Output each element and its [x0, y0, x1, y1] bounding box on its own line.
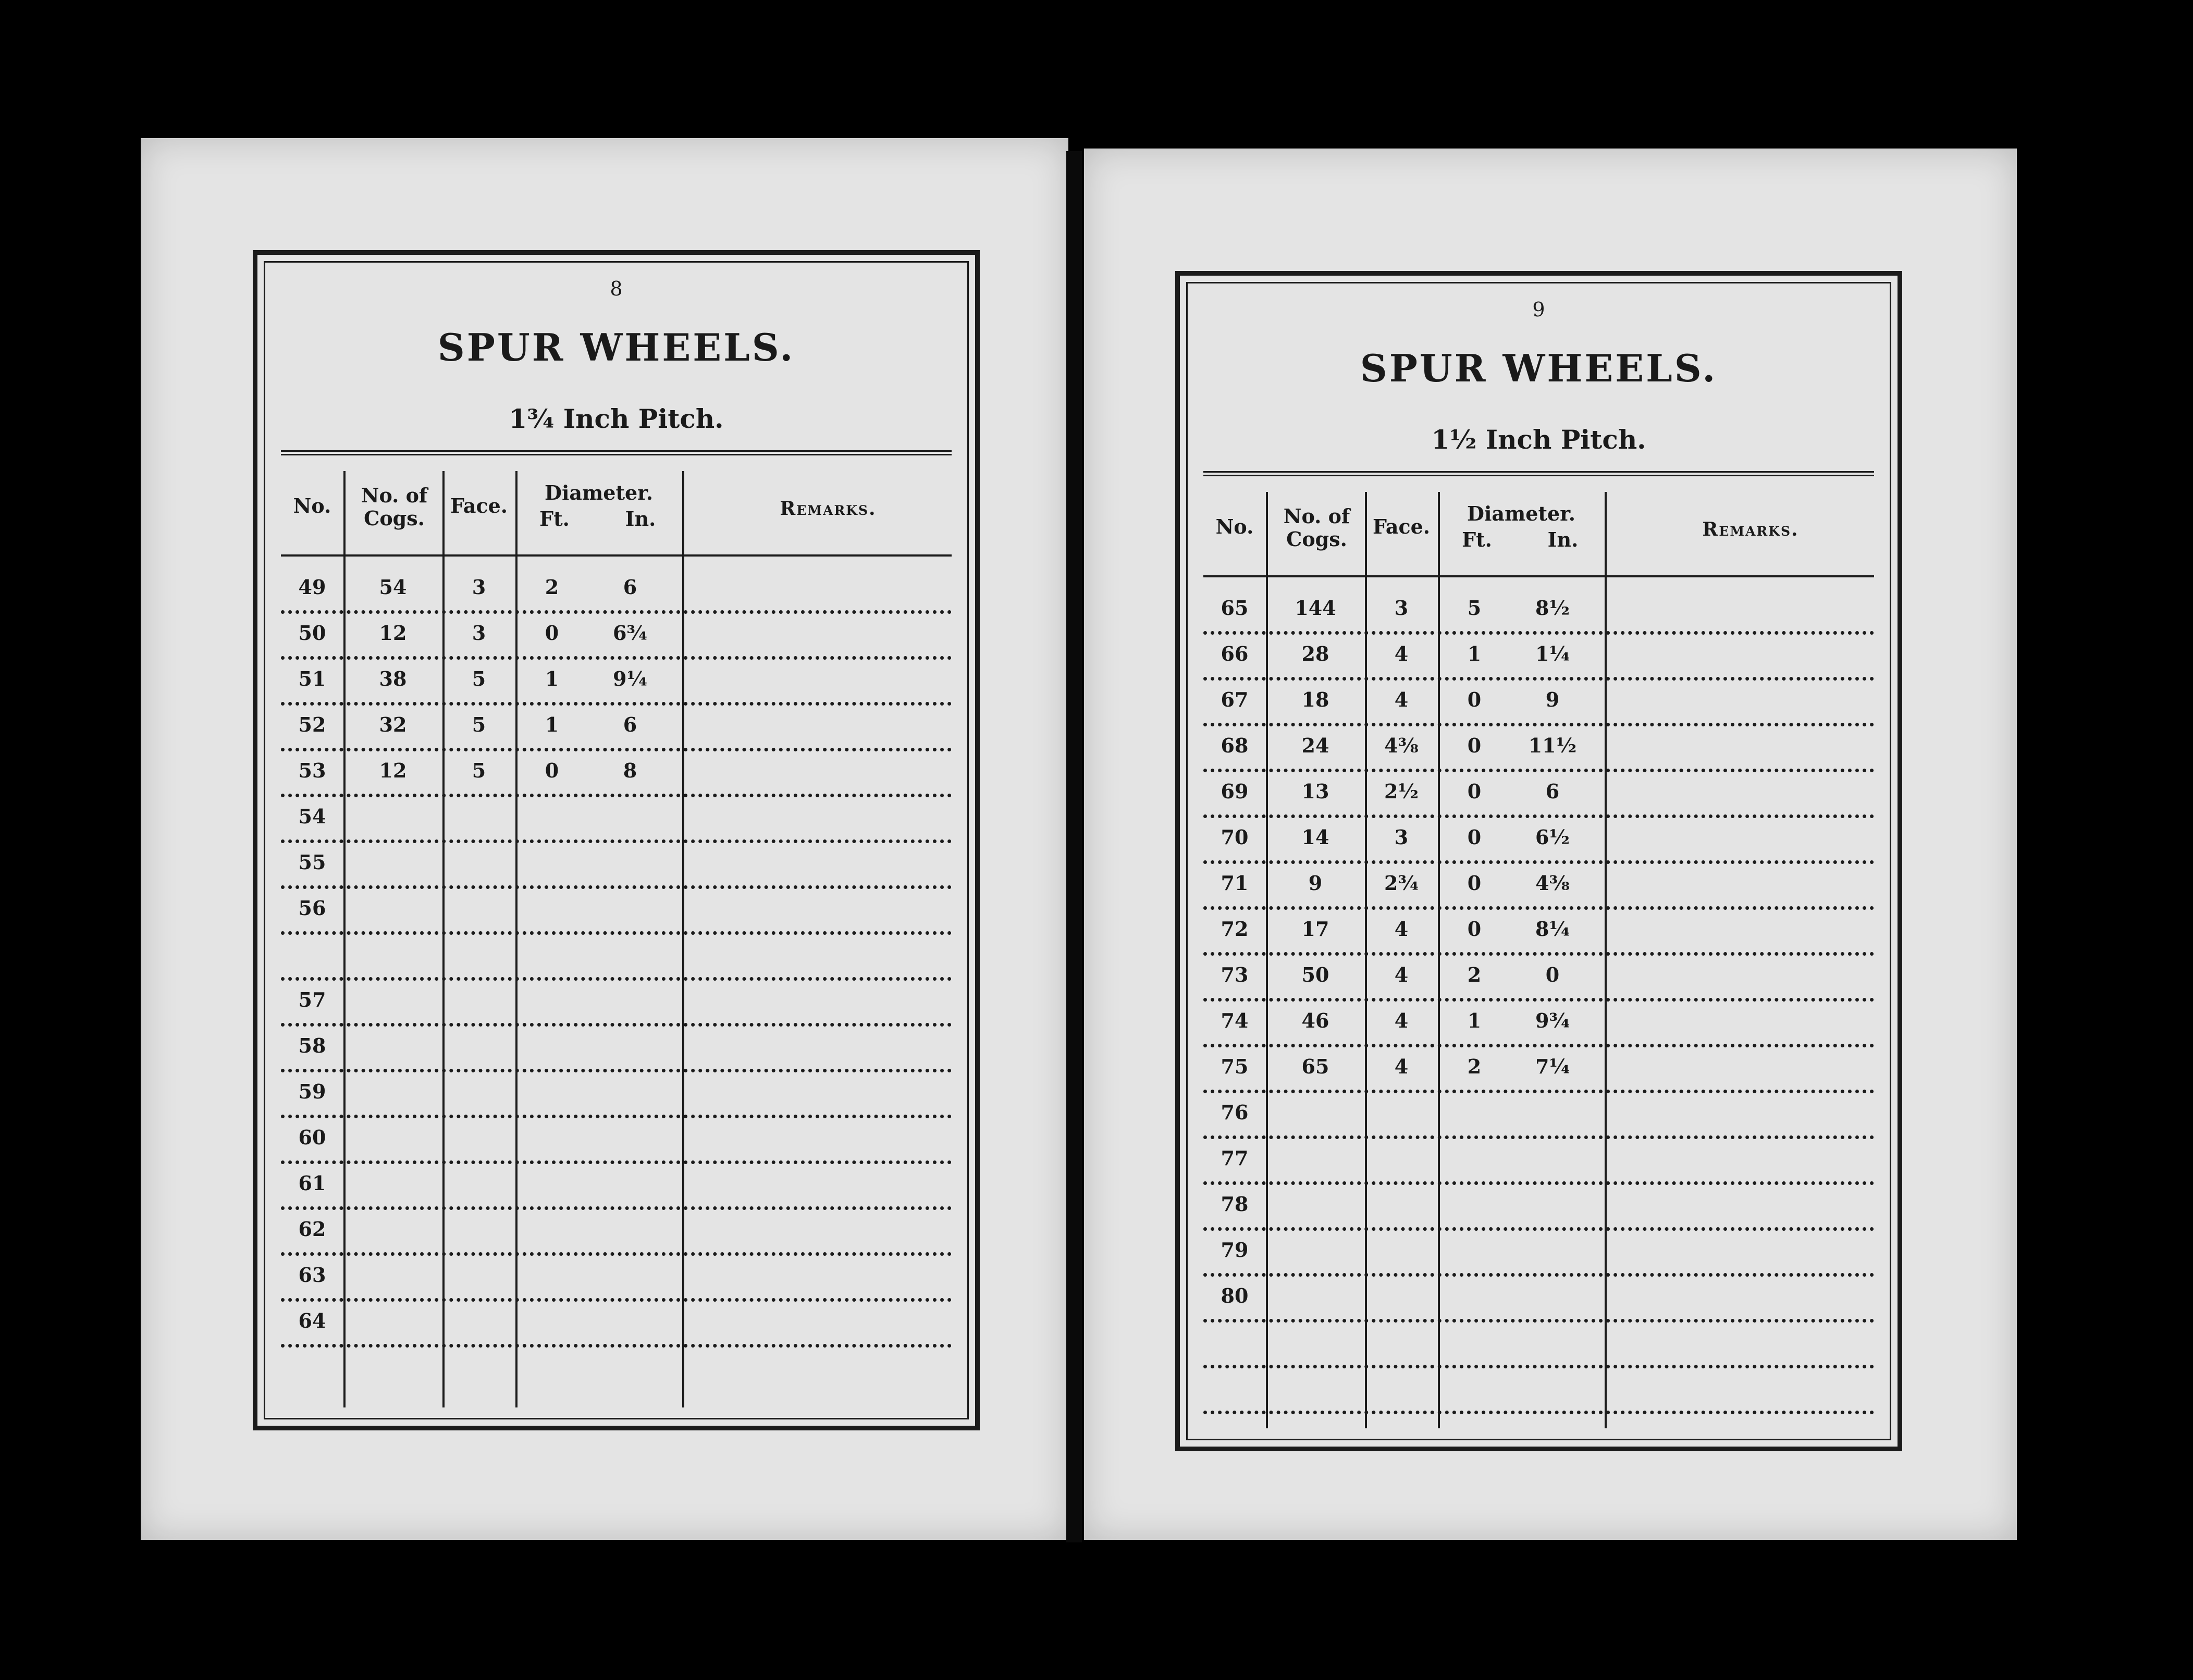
cell-no: 69: [1221, 780, 1249, 803]
table-row: [1188, 1049, 1890, 1095]
table-row: [265, 1304, 967, 1350]
dotted-leader: [281, 839, 952, 843]
cell-ft: 0: [1467, 780, 1482, 803]
cell-no: 56: [298, 896, 326, 920]
header-ft: Ft.: [1462, 528, 1492, 551]
cell-face: 5: [472, 759, 486, 782]
header-cogs: No. of Cogs.: [1283, 504, 1350, 551]
cell-ft: 0: [545, 621, 559, 645]
cell-no: 77: [1221, 1146, 1249, 1170]
dotted-leader: [1203, 1411, 1874, 1414]
table-row: [1188, 683, 1890, 728]
cell-in: 9: [1545, 688, 1560, 711]
cell-no: 76: [1221, 1101, 1249, 1124]
dotted-leader: [281, 1069, 952, 1072]
table-row: [265, 570, 967, 616]
cell-ft: 2: [545, 575, 559, 599]
table-row: [265, 1029, 967, 1074]
dotted-leader: [1203, 1365, 1874, 1368]
cell-in: 11½: [1528, 734, 1577, 757]
cell-face: 4: [1394, 1009, 1409, 1032]
cell-no: 57: [298, 988, 326, 1011]
dotted-leader: [281, 1023, 952, 1027]
double-rule: [1203, 471, 1874, 476]
dotted-leader: [281, 1115, 952, 1118]
cell-face: 3: [1394, 825, 1409, 849]
dotted-leader: [1203, 677, 1874, 681]
cell-ft: 1: [545, 713, 559, 736]
dotted-leader: [281, 656, 952, 660]
cell-no: 67: [1221, 688, 1249, 711]
cell-in: 6½: [1535, 825, 1570, 849]
cell-no: 53: [298, 759, 326, 782]
header-diameter: Diameter.: [545, 481, 653, 504]
table-row: [1188, 591, 1890, 637]
cell-face: 3: [472, 575, 486, 599]
cell-ft: 1: [1467, 1009, 1482, 1032]
cell-no: 63: [298, 1263, 326, 1287]
dotted-leader: [1203, 1319, 1874, 1323]
cell-no: 74: [1221, 1009, 1249, 1032]
cell-in: 8¼: [1535, 917, 1570, 941]
table-row: [265, 799, 967, 845]
dotted-leader: [281, 610, 952, 614]
cell-ft: 0: [1467, 688, 1482, 711]
cell-ft: 0: [1467, 871, 1482, 895]
table-row: [265, 845, 967, 891]
dotted-leader: [281, 977, 952, 981]
cell-in: 6: [623, 575, 637, 599]
table-row: [1188, 958, 1890, 1004]
cell-no: 70: [1221, 825, 1249, 849]
cell-face: 3: [1394, 596, 1409, 620]
pitch-subtitle: 1¾ Inch Pitch.: [509, 403, 724, 434]
cell-cogs: 32: [379, 713, 407, 736]
cell-cogs: 18: [1301, 688, 1329, 711]
cell-no: 61: [298, 1171, 326, 1195]
dotted-leader: [1203, 1227, 1874, 1231]
cell-ft: 1: [545, 667, 559, 690]
dotted-leader: [281, 748, 952, 751]
table-row: [1188, 1095, 1890, 1141]
cell-cogs: 144: [1295, 596, 1336, 620]
dotted-leader: [281, 1206, 952, 1210]
header-in: In.: [1547, 528, 1579, 551]
dotted-leader: [281, 1252, 952, 1256]
cell-cogs: 13: [1301, 780, 1329, 803]
cell-in: 8: [623, 759, 637, 782]
cell-no: 52: [298, 713, 326, 736]
header-in: In.: [625, 507, 656, 530]
table-row: [265, 891, 967, 937]
dotted-leader: [281, 931, 952, 935]
cell-ft: 2: [1467, 963, 1482, 986]
table-row: [1188, 728, 1890, 774]
table-row: [1188, 912, 1890, 958]
cell-no: 79: [1221, 1238, 1249, 1262]
table-row: [1188, 1004, 1890, 1049]
dotted-leader: [1203, 1135, 1874, 1139]
cell-in: 8½: [1535, 596, 1570, 620]
cell-in: 7¼: [1535, 1055, 1570, 1078]
cell-no: 62: [298, 1217, 326, 1241]
cell-ft: 2: [1467, 1055, 1482, 1078]
cell-face: 4: [1394, 1055, 1409, 1078]
header-remarks: Remarks.: [1702, 518, 1799, 540]
table-row: [265, 1212, 967, 1258]
cell-cogs: 14: [1301, 825, 1329, 849]
cell-no: 60: [298, 1126, 326, 1149]
cell-face: 2¾: [1384, 871, 1419, 895]
cell-in: 1¼: [1535, 642, 1570, 665]
header-no: No.: [1215, 515, 1254, 538]
cell-cogs: 24: [1301, 734, 1329, 757]
cell-no: 71: [1221, 871, 1249, 895]
cell-face: 4: [1394, 917, 1409, 941]
cell-ft: 5: [1467, 596, 1482, 620]
header-no: No.: [293, 494, 331, 517]
table-row: [1188, 866, 1890, 912]
header-cogs: No. of Cogs.: [361, 484, 428, 530]
dotted-leader: [281, 702, 952, 706]
cell-no: 64: [298, 1309, 326, 1332]
cell-no: 51: [298, 667, 326, 690]
dotted-leader: [1203, 952, 1874, 956]
cell-no: 65: [1221, 596, 1249, 620]
table-header: [265, 471, 967, 554]
header-rule: [281, 554, 952, 557]
page-title: SPUR WHEELS.: [437, 325, 795, 369]
cell-cogs: 28: [1301, 642, 1329, 665]
book-gutter: [1066, 151, 1082, 1542]
header-remarks: Remarks.: [780, 498, 877, 520]
dotted-leader: [1203, 1181, 1874, 1185]
table-row: [265, 937, 967, 983]
table-row: [1188, 1233, 1890, 1279]
cell-cogs: 50: [1301, 963, 1329, 986]
cell-ft: 0: [1467, 825, 1482, 849]
cell-ft: 0: [1467, 734, 1482, 757]
cell-ft: 1: [1467, 642, 1482, 665]
dotted-leader: [281, 1160, 952, 1164]
cell-no: 75: [1221, 1055, 1249, 1078]
cell-cogs: 46: [1301, 1009, 1329, 1032]
table-row: [1188, 774, 1890, 820]
cell-no: 58: [298, 1034, 326, 1057]
table-row: [265, 1258, 967, 1304]
dotted-leader: [1203, 723, 1874, 726]
cell-cogs: 38: [379, 667, 407, 690]
cell-face: 2½: [1384, 780, 1419, 803]
header-face: Face.: [450, 494, 508, 517]
cell-no: 49: [298, 575, 326, 599]
cell-no: 50: [298, 621, 326, 645]
cell-in: 6: [623, 713, 637, 736]
dotted-leader: [1203, 769, 1874, 772]
table-row: [1188, 1141, 1890, 1187]
page-number: 8: [610, 277, 623, 300]
table-frame-right: [1175, 271, 1902, 1451]
dotted-leader: [1203, 1090, 1874, 1093]
cell-cogs: 65: [1301, 1055, 1329, 1078]
table-row: [1188, 1187, 1890, 1233]
cell-cogs: 54: [379, 575, 407, 599]
dotted-leader: [281, 1298, 952, 1302]
dotted-leader: [1203, 1273, 1874, 1277]
header-rule: [1203, 575, 1874, 577]
cell-cogs: 9: [1308, 871, 1323, 895]
table-row: [265, 983, 967, 1029]
table-row: [1188, 820, 1890, 866]
cell-face: 4: [1394, 688, 1409, 711]
table-row: [1188, 1325, 1890, 1370]
cell-no: 68: [1221, 734, 1249, 757]
table-row: [1188, 1279, 1890, 1325]
cell-no: 55: [298, 850, 326, 874]
dotted-leader: [1203, 860, 1874, 864]
table-row: [265, 753, 967, 799]
cell-face: 5: [472, 667, 486, 690]
table-row: [265, 1074, 967, 1120]
page-title: SPUR WHEELS.: [1360, 346, 1718, 390]
cell-cogs: 17: [1301, 917, 1329, 941]
cell-no: 78: [1221, 1192, 1249, 1216]
dotted-leader: [1203, 1044, 1874, 1047]
table-frame-left: [253, 250, 980, 1430]
cell-face: 4: [1394, 642, 1409, 665]
cell-in: 9¾: [1535, 1009, 1570, 1032]
cell-in: 6¾: [612, 621, 648, 645]
table-row: [265, 1120, 967, 1166]
cell-ft: 0: [1467, 917, 1482, 941]
cell-no: 73: [1221, 963, 1249, 986]
table-row: [1188, 1370, 1890, 1416]
dotted-leader: [281, 885, 952, 889]
cell-face: 4: [1394, 963, 1409, 986]
dotted-leader: [1203, 906, 1874, 910]
cell-ft: 0: [545, 759, 559, 782]
cell-no: 66: [1221, 642, 1249, 665]
cell-no: 54: [298, 805, 326, 828]
cell-no: 59: [298, 1080, 326, 1103]
header-ft: Ft.: [539, 507, 570, 530]
header-diameter: Diameter.: [1467, 502, 1575, 525]
page-number: 9: [1532, 298, 1545, 321]
header-face: Face.: [1372, 515, 1431, 538]
cell-in: 6: [1545, 780, 1560, 803]
cell-in: 0: [1545, 963, 1560, 986]
cell-face: 4⅜: [1384, 734, 1419, 757]
table-header: [1188, 492, 1890, 575]
table-row: [265, 662, 967, 708]
cell-face: 3: [472, 621, 486, 645]
table-row: [265, 616, 967, 662]
table-row: [265, 708, 967, 753]
dotted-leader: [1203, 998, 1874, 1002]
table-row: [1188, 637, 1890, 683]
cell-no: 80: [1221, 1284, 1249, 1307]
cell-in: 9¼: [612, 667, 648, 690]
cell-cogs: 12: [379, 621, 407, 645]
cell-in: 4⅜: [1535, 871, 1570, 895]
dotted-leader: [1203, 814, 1874, 818]
cell-no: 72: [1221, 917, 1249, 941]
dotted-leader: [281, 1344, 952, 1348]
dotted-leader: [1203, 631, 1874, 635]
cell-face: 5: [472, 713, 486, 736]
pitch-subtitle: 1½ Inch Pitch.: [1431, 424, 1646, 455]
dotted-leader: [281, 794, 952, 797]
cell-cogs: 12: [379, 759, 407, 782]
double-rule: [281, 450, 952, 455]
table-row: [265, 1166, 967, 1212]
